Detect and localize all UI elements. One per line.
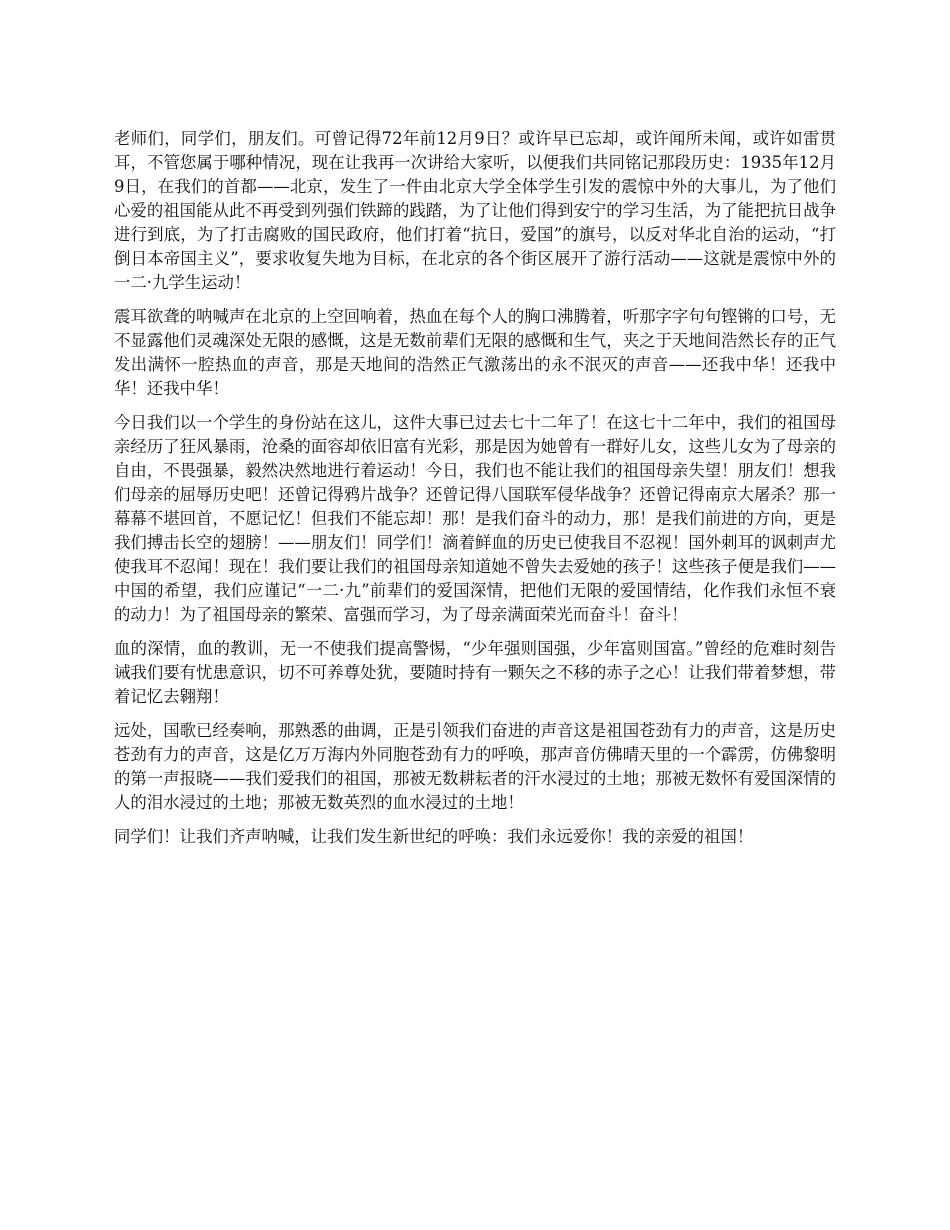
speech-text — [114, 127, 836, 849]
paragraph-2: 震耳欲聋的呐喊声在北京的上空回响着，热血在每个人的胸口沸腾着，听那字字句句铿锵的口号，无不显露他们灵魂深处无限的感慨，这是无数前辈们无限的感慨和生气，夹之于天地间浩然长存的正气发出满怀一腔热血的声音，那是天地间的浩然正气激荡出的永不泯灭的声音——还我中华！还我中华！还我中华！ — [114, 307, 836, 398]
paragraph-5: 远处，国歌已经奏响，那熟悉的曲调，正是引领我们奋进的声音这是祖国苍劲有力的声音，这是历史苍劲有力的声音，这是亿万万海内外同胞苍劲有力的呼唤，那声音仿佛晴天里的一个霹雳，仿佛黎明的第一声报晓——我们爱我们的祖国，那被无数耕耘者的汗水浸过的土地；那被无数怀有爱国深情的人的泪水浸过的土地；那被无数英烈的血水浸过的土地！ — [114, 721, 836, 812]
paragraph-4: 血的深情，血的教训，无一不使我们提高警惕，“少年强则国强，少年富则国富。”曾经的危难时刻告诫我们要有忧患意识，切不可养尊处犹，要随时持有一颗矢之不移的赤子之心！让我们带着梦想，带着记忆去翱翔！ — [114, 639, 836, 706]
paragraph-6: 同学们！让我们齐声呐喊，让我们发生新世纪的呼唤：我们永远爱你！我的亲爱的祖国！ — [114, 827, 754, 846]
paragraph-3: 今日我们以一个学生的身份站在这儿，这件大事已过去七十二年了！在这七十二年中，我们的祖国母亲经历了狂风暴雨，沧桑的面容却依旧富有光彩，那是因为她曾有一群好儿女，这些儿女为了母亲的自由，不畏强暴，毅然决然地进行着运动！今日，我们也不能让我们的祖国母亲失望！朋友们！想我们母亲的屈辱历史吧！还曾记得鸦片战争？还曾记得八国联军侵华战争？还曾记得南京大屠杀？那一幕幕不堪回首，不愿记忆！但我们不能忘却！那！是我们奋斗的动力，那！是我们前进的方向，更是我们搏击长空的翅膀！——朋友们！同学们！滴着鲜血的历史已使我目不忍视！国外刺耳的讽刺声尤使我耳不忍闻！现在！我们要让我们的祖国母亲知道她不曾失去爱她的孩子！这些孩子便是我们——中国的希望，我们应谨记“一二·九”前辈们的爱国深情，把他们无限的爱国情结，化作我们永恒不衰的动力！为了祖国母亲的繁荣、富强而学习，为了母亲满面荣光而奋斗！奋斗！ — [114, 413, 836, 624]
paragraph-1: 老师们，同学们，朋友们。可曾记得72年前12月9日？或许早已忘却，或许闻所未闻，或许如雷贯耳，不管您属于哪种情况，现在让我再一次讲给大家听，以便我们共同铭记那段历史：1935年12月9日，在我们的首都——北京，发生了一件由北京大学全体学生引发的震惊中外的大事儿，为了他们心爱的祖国能从此不再受到列强们铁蹄的践踏，为了让他们得到安宁的学习生活，为了能把抗日战争进行到底，为了打击腐败的国民政府，他们打着“抗日，爱国”的旗号，以反对华北自治的运动，“打倒日本帝国主义”，要求收复失地为目标，在北京的各个街区展开了游行活动——这就是震惊中外的一二·九学生运动！ — [114, 129, 836, 292]
